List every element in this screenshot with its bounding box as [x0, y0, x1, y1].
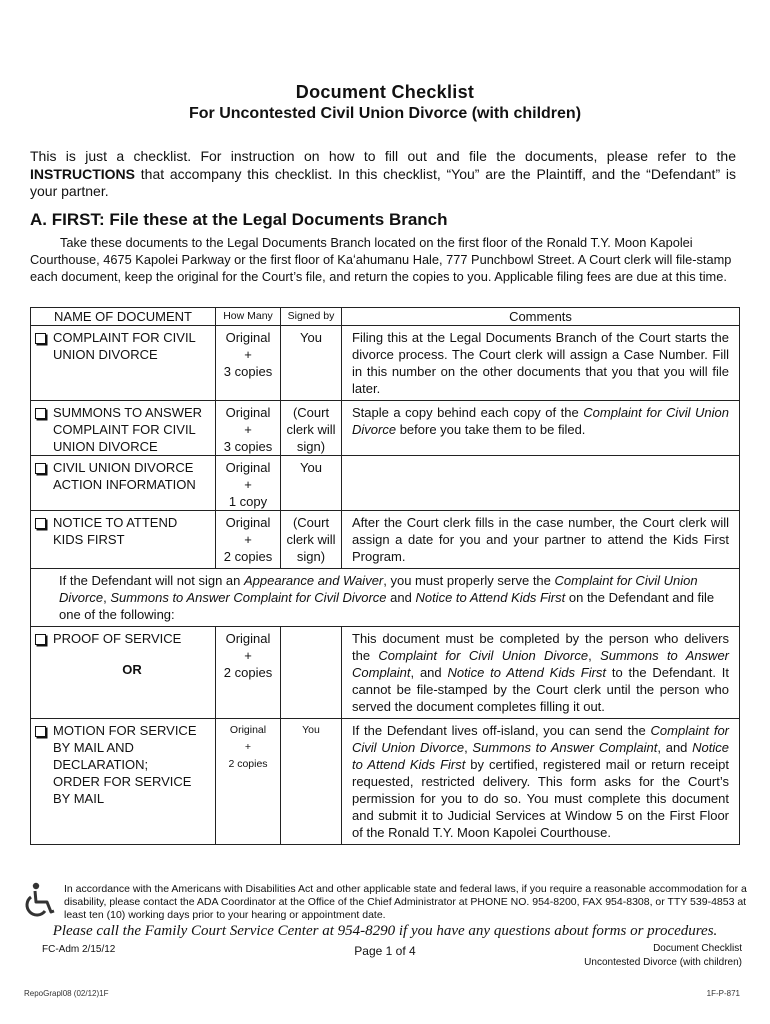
comment-text: If the Defendant lives off-island, you can send the	[352, 723, 651, 738]
form-code: 1F-P-871	[706, 989, 740, 998]
table-row	[31, 326, 740, 401]
comment-text: , and	[410, 665, 448, 680]
note-text: on the Defendant and file one of the following:	[59, 590, 715, 622]
service-note-row	[31, 569, 740, 627]
comment-italic: Notice to Attend Kids First	[447, 665, 607, 680]
how-many-cell	[216, 401, 281, 456]
proof-of-service-name: PROOF OF SERVICE	[53, 631, 182, 646]
comment-text: ,	[464, 740, 473, 755]
checkbox-cell	[31, 719, 50, 845]
signed-by-cell: You	[281, 456, 342, 511]
signed-by-cell: (Court clerk will sign)	[281, 401, 342, 456]
comment-text: to the Defendant. It cannot be file-stamped by the Court clerk until the person who served the document completes filling it out.	[352, 665, 729, 714]
checkbox[interactable]	[35, 634, 46, 645]
section-a-heading: A. FIRST: File these at the Legal Documents Branch	[30, 210, 448, 229]
motion-name-line: BY MAIL AND	[53, 740, 134, 755]
checkbox[interactable]	[35, 463, 46, 474]
footer-subtitle-line: Uncontested Divorce (with children)	[584, 957, 742, 968]
note-text: and	[386, 590, 416, 605]
how-many-line: +	[244, 532, 252, 547]
document-name: SUMMONS TO ANSWER COMPLAINT FOR CIVIL UNION DIVORCE	[49, 401, 216, 456]
comment-text: This document must be completed by the person who delivers the	[352, 631, 729, 663]
comment-text: by certified, registered mail or return receipt requested, restricted delivery. This form asks for the Court’s permission for you to do so. You must complete this document and submit it to Judicial Services at Window 5 on the First Floor of the Ronald T.Y. Moon Kapolei Courthouse.	[352, 757, 729, 840]
document-name: CIVIL UNION DIVORCE ACTION INFORMATION	[49, 456, 216, 511]
ada-notice: In accordance with the Americans with Disabilities Act and other applicable state and federal laws, if you require a reasonable accommodation for a disability, please contact the ADA Coordinator at the Office of the Chief Administrator at PHONE NO. 954-8200, FAX 954-8308, or TTY 539-4853 at least ten (10) working days prior to your hearing or appointment date.	[64, 883, 747, 921]
how-many-line: +	[244, 741, 252, 753]
note-text: ,	[103, 590, 111, 605]
signed-by-cell: You	[281, 326, 342, 401]
page-number: Page 1 of 4	[354, 944, 416, 958]
comments-cell: After the Court clerk fills in the case number, the Court clerk will assign a date for you and your partner to attend the Kids First Program.	[342, 511, 740, 569]
how-many-cell	[216, 456, 281, 511]
or-label: OR	[122, 662, 142, 677]
comment-text: ,	[588, 648, 601, 663]
how-many-line: Original	[229, 724, 267, 736]
comment-text: before you take them to be filed.	[396, 422, 586, 437]
note-italic: Notice to Attend Kids First	[415, 590, 566, 605]
checkbox[interactable]	[35, 408, 46, 419]
signed-by-cell	[281, 627, 342, 719]
intro-bold-instructions: INSTRUCTIONS	[30, 165, 135, 182]
table-row	[31, 719, 740, 845]
how-many-line: 3 copies	[223, 439, 273, 454]
how-many-line: +	[244, 347, 252, 362]
comments-cell	[342, 401, 740, 456]
service-note	[49, 569, 740, 627]
checkbox-cell	[31, 456, 50, 511]
comments-cell: Filing this at the Legal Documents Branch of the Court starts the divorce process. The Court clerk will assign a Case Number. Fill in this number on the other documents that you that you will file later.	[342, 326, 740, 401]
checkbox[interactable]	[35, 333, 46, 344]
section-a-text: Take these documents to the Legal Documents Branch located on the first floor of the Ronald T.Y. Moon Kapolei Courthouse, 4675 Kapolei Parkway or the first floor of Kaʻahumanu Hale, 777 Punchbowl Street. A Court clerk will file-stamp each document, keep the original for the Court’s file, and return the copies to you. Applicable filing fees are due at this time.	[30, 235, 732, 284]
note-italic: Summons to Answer Complaint for Civil Divorce	[110, 590, 387, 605]
document-name: NOTICE TO ATTEND KIDS FIRST	[49, 511, 216, 569]
page-subtitle: For Uncontested Civil Union Divorce (with children)	[188, 105, 582, 122]
how-many-line: 3 copies	[223, 364, 273, 379]
signed-by-cell: (Court clerk will sign)	[281, 511, 342, 569]
comment-italic: Complaint for Civil Union Divorce	[352, 723, 729, 755]
note-italic: Appearance and Waiver	[244, 573, 384, 588]
motion-name-line: ORDER FOR SERVICE	[53, 774, 192, 789]
intro-text-1: This is just a checklist. For instruction on how to fill out and file the documents, please refer to the	[30, 148, 736, 164]
document-name	[49, 719, 216, 845]
how-many-cell	[216, 326, 281, 401]
checkbox[interactable]	[35, 518, 46, 529]
header-comments: Comments	[342, 308, 740, 326]
checkbox-cell	[31, 401, 50, 456]
how-many-line: +	[244, 477, 252, 492]
checkbox-cell	[31, 326, 50, 401]
how-many-line: +	[244, 648, 252, 663]
signed-by-cell: You	[281, 719, 342, 845]
note-text: , you must properly serve the	[383, 573, 555, 588]
document-name: COMPLAINT FOR CIVIL UNION DIVORCE	[49, 326, 216, 401]
scan-id: RepoGrapl08 (02/12)1F	[24, 989, 109, 998]
how-many-cell	[216, 719, 281, 845]
section-a-paragraph	[30, 234, 736, 285]
how-many-line: +	[244, 422, 252, 437]
intro-paragraph	[30, 148, 736, 201]
header-name-of-document: NAME OF DOCUMENT	[31, 308, 216, 326]
checkbox[interactable]	[35, 726, 46, 737]
how-many-line: Original	[225, 460, 271, 475]
footer-title-line: Document Checklist	[653, 943, 742, 954]
comment-italic: Notice to Attend Kids First	[352, 740, 730, 772]
comment-italic: Complaint for Civil Union Divorce	[378, 648, 589, 663]
note-italic: Complaint for Civil Union Divorce	[59, 573, 698, 605]
checkbox-cell	[31, 511, 50, 569]
motion-name-line: DECLARATION;	[53, 757, 149, 772]
how-many-line: 1 copy	[228, 494, 268, 509]
checkbox-cell	[31, 627, 50, 719]
note-text: If the Defendant will not sign an	[59, 573, 245, 588]
document-checklist-table	[30, 307, 740, 845]
table-row	[31, 401, 740, 456]
form-number: FC-Adm 2/15/12	[42, 944, 116, 955]
header-how-many: How Many	[216, 308, 281, 326]
footer-document-title	[584, 942, 742, 970]
table-row	[31, 627, 740, 719]
how-many-line: 2 copies	[223, 549, 273, 564]
page-title: Document Checklist	[295, 82, 475, 102]
table-row	[31, 511, 740, 569]
document-name	[49, 627, 216, 719]
how-many-line: Original	[225, 515, 271, 530]
how-many-line: Original	[225, 631, 271, 646]
comment-text: Staple a copy behind each copy of the	[352, 405, 584, 420]
how-many-cell	[216, 627, 281, 719]
how-many-line: 2 copies	[228, 758, 268, 770]
comment-italic: Complaint for Civil Union Divorce	[352, 405, 729, 437]
header-signed-by: Signed by	[281, 308, 342, 326]
how-many-cell	[216, 511, 281, 569]
family-court-notice: Please call the Family Court Service Center at 954-8290 if you have any questions about forms or procedures.	[52, 923, 718, 939]
comment-italic: Summons to Answer Complaint	[352, 648, 730, 680]
table-header-row	[31, 308, 740, 326]
intro-text-2: that accompany this checklist. In this checklist, “You” are the Plaintiff, and the “Defendant” is your partner.	[30, 165, 736, 199]
how-many-line: Original	[225, 330, 271, 345]
comments-cell	[342, 456, 740, 511]
wheelchair-icon	[20, 880, 60, 920]
how-many-line: 2 copies	[223, 665, 273, 680]
how-many-line: Original	[225, 405, 271, 420]
comments-cell	[342, 627, 740, 719]
motion-name-line: BY MAIL	[53, 791, 105, 806]
comment-italic: Summons to Answer Complaint	[472, 740, 658, 755]
table-row	[31, 456, 740, 511]
motion-name-line: MOTION FOR SERVICE	[53, 723, 197, 738]
comments-cell	[342, 719, 740, 845]
comment-text: , and	[657, 740, 693, 755]
